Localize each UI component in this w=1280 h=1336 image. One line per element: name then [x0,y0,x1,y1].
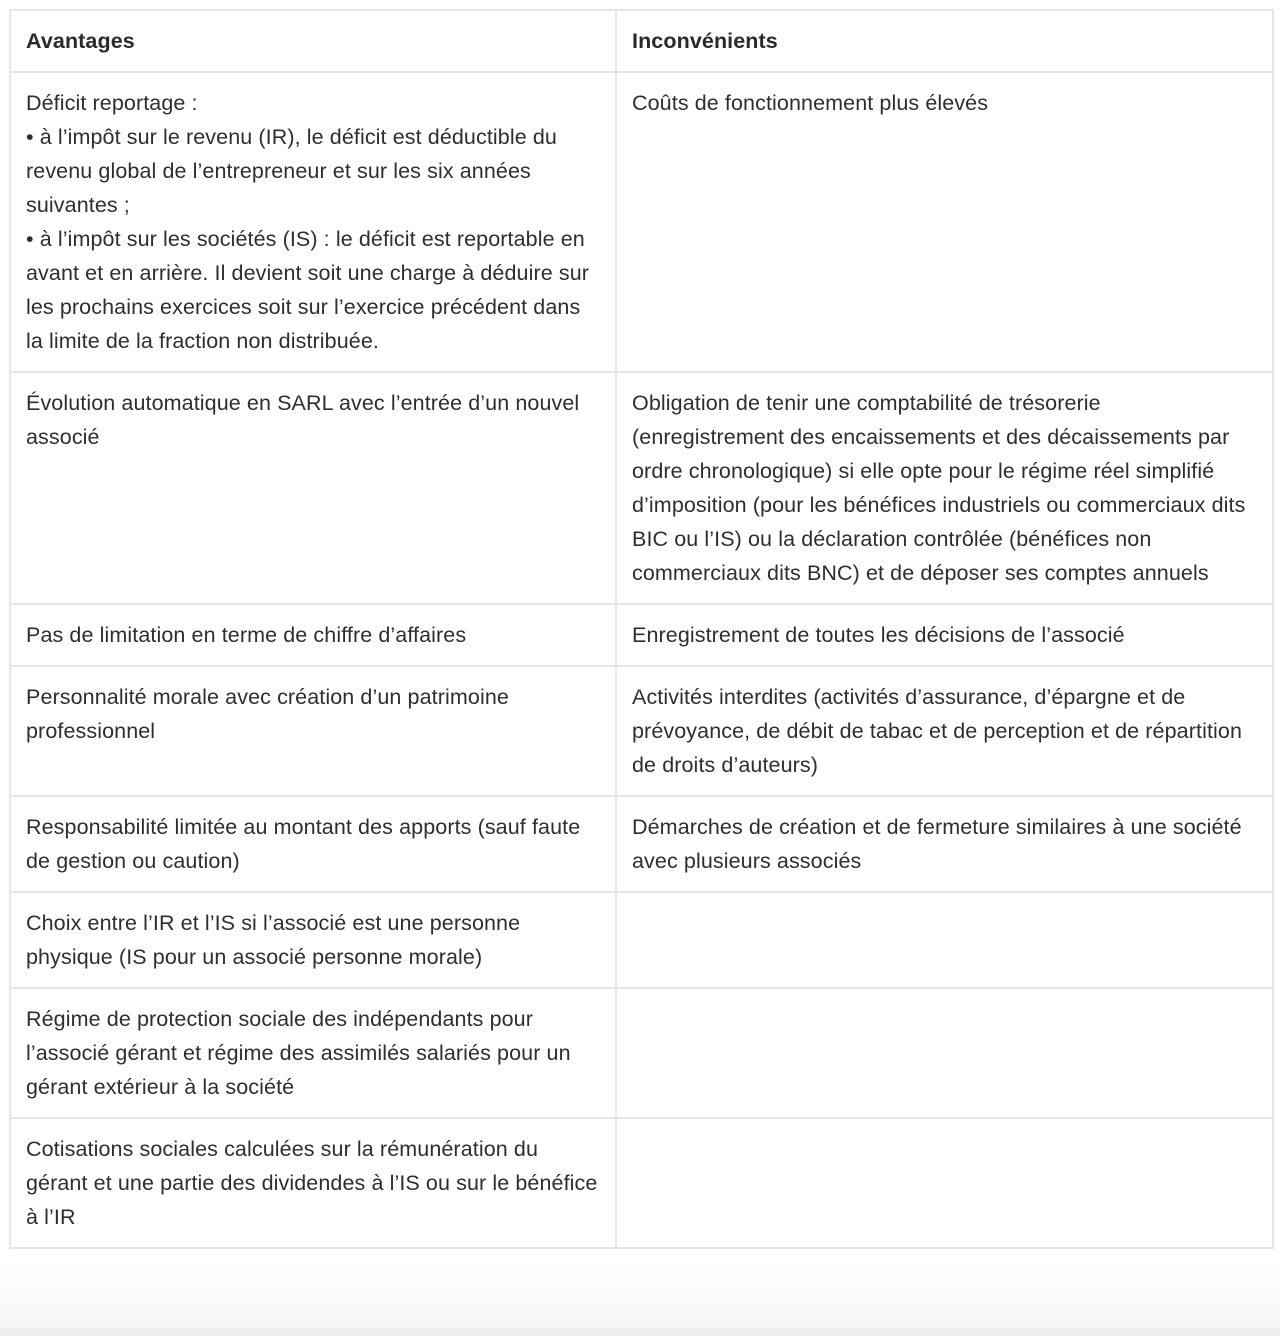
advantages-disadvantages-table [9,9,1274,1249]
advantage-cell: Régime de protection sociale des indépendants pour l’associé gérant et régime des assimilés salariés pour un gérant extérieur à la société [10,988,616,1118]
disadvantage-cell: Coûts de fonctionnement plus élevés [616,72,1273,372]
bottom-fade-overlay [0,1266,1280,1336]
advantage-cell: Personnalité morale avec création d’un patrimoine professionnel [10,666,616,796]
table-header-row [10,10,1273,72]
disadvantage-cell: Enregistrement de toutes les décisions de l’associé [616,604,1273,666]
disadvantage-cell [616,892,1273,988]
table-row [10,372,1273,604]
table-row [10,892,1273,988]
table-row [10,666,1273,796]
disadvantage-cell [616,988,1273,1118]
header-inconvenients: Inconvénients [616,10,1273,72]
disadvantage-cell: Obligation de tenir une comptabilité de trésorerie (enregistrement des encaissements et des décaissements par ordre chronologique) si elle opte pour le régime réel simplifié d’imposition (pour les bénéfices industriels ou commerciaux dits BIC ou l’IS) ou la déclaration contrôlée (bénéfices non commerciaux dits BNC) et de déposer ses comptes annuels [616,372,1273,604]
advantage-cell: Responsabilité limitée au montant des apports (sauf faute de gestion ou caution) [10,796,616,892]
table-row [10,1118,1273,1248]
comparison-table-container [9,9,1272,1249]
disadvantage-cell [616,1118,1273,1248]
disadvantage-cell: Démarches de création et de fermeture similaires à une société avec plusieurs associés [616,796,1273,892]
advantage-cell: Choix entre l’IR et l’IS si l’associé est une personne physique (IS pour un associé personne morale) [10,892,616,988]
table-row [10,604,1273,666]
table-row [10,988,1273,1118]
disadvantage-cell: Activités interdites (activités d’assurance, d’épargne et de prévoyance, de débit de tabac et de perception et de répartition de droits d’auteurs) [616,666,1273,796]
advantage-line: Déficit reportage : [26,91,198,115]
header-avantages: Avantages [10,10,616,72]
bottom-edge [0,1328,1280,1336]
advantage-line: • à l’impôt sur les sociétés (IS) : le déficit est reportable en avant et en arrière. Il devient soit une charge à déduire sur les prochains exercices soit sur l’exercice précédent dans la limite de la fraction non distribuée. [26,227,590,353]
table-row [10,72,1273,372]
advantage-cell: Évolution automatique en SARL avec l’entrée d’un nouvel associé [10,372,616,604]
advantage-cell [10,72,616,372]
advantage-cell: Cotisations sociales calculées sur la rémunération du gérant et une partie des dividendes à l’IS ou sur le bénéfice à l’IR [10,1118,616,1248]
advantage-cell: Pas de limitation en terme de chiffre d’affaires [10,604,616,666]
table-row [10,796,1273,892]
advantage-line: • à l’impôt sur le revenu (IR), le déficit est déductible du revenu global de l’entrepreneur et sur les six années suivantes ; [26,125,557,217]
